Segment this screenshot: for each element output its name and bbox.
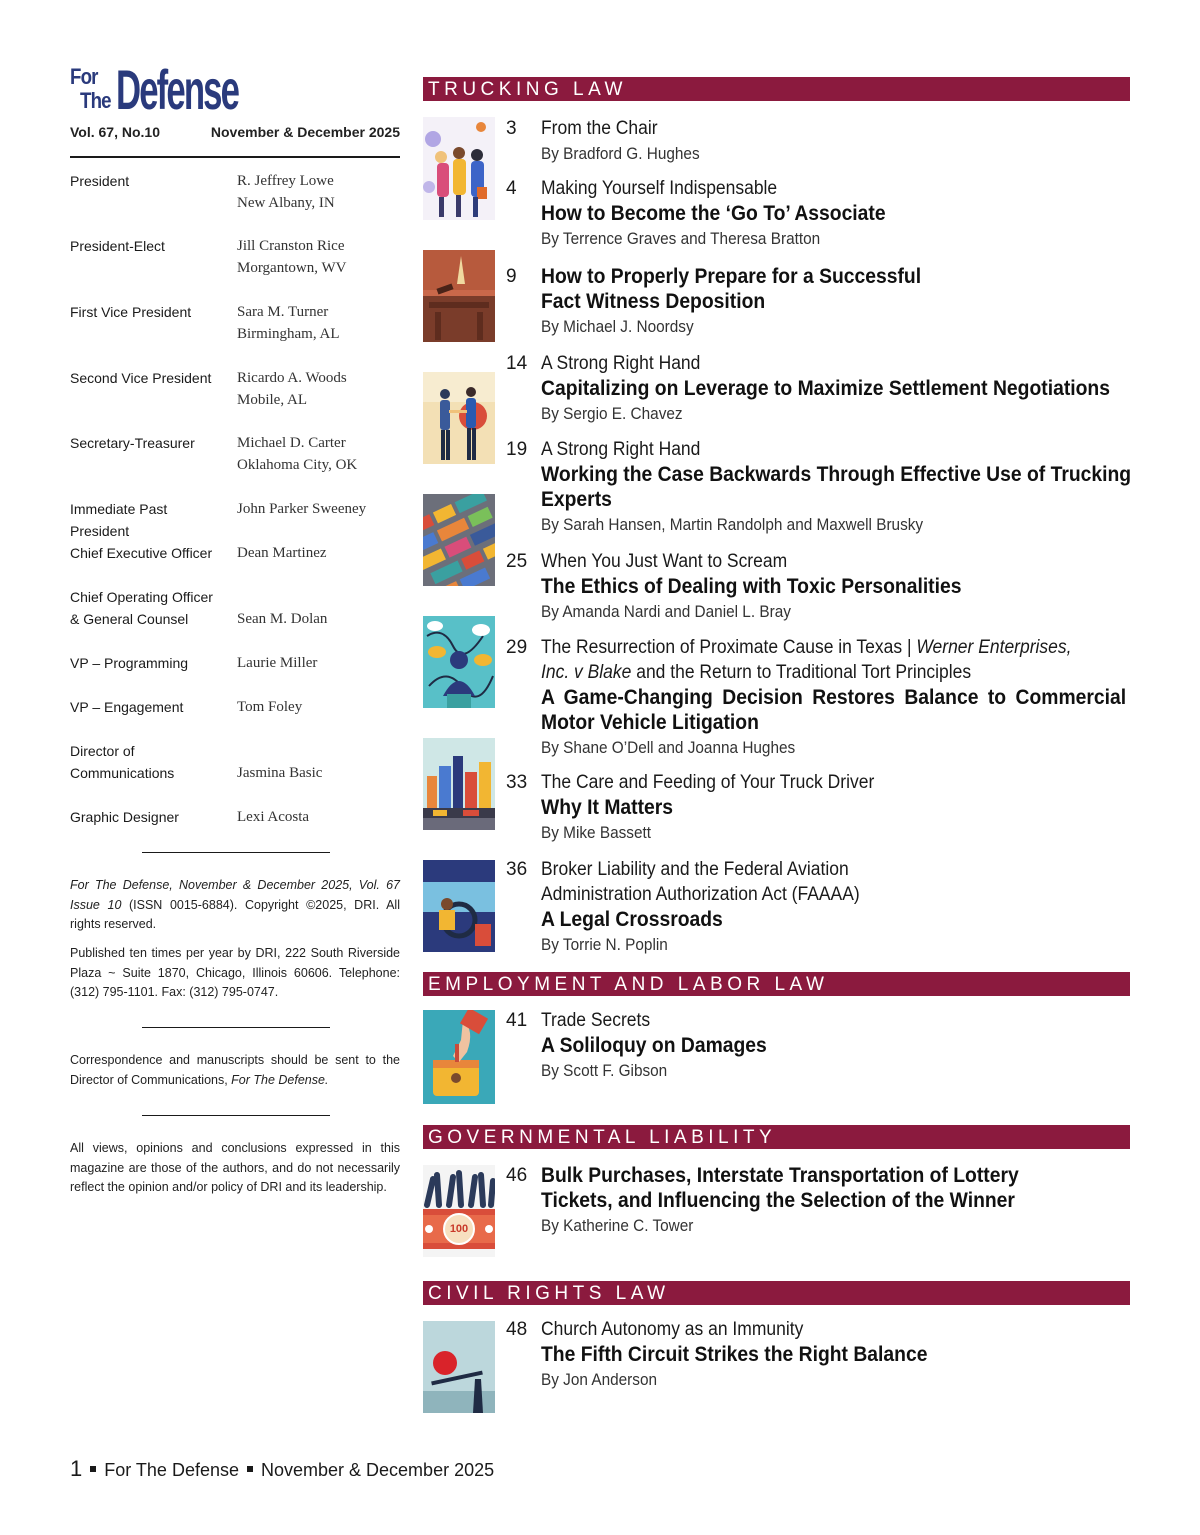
article-byline: By Michael J. Noordsy: [541, 318, 694, 336]
copyright-italic: For The Defense, November & December 2025, Vol. 67 Issue 10: [70, 878, 400, 912]
officer-role: Graphic Designer: [70, 809, 179, 825]
bullet-separator: [90, 1466, 96, 1472]
logo-the: The: [80, 88, 111, 113]
article-entry[interactable]: [541, 1163, 1131, 1239]
article-thumbnail[interactable]: [423, 738, 495, 830]
article-headline-line2: Tickets, and Influencing the Selection of the Winner: [541, 1189, 1015, 1212]
logo-defense: Defense: [116, 58, 239, 121]
officer-role: Immediate Past President: [70, 501, 168, 539]
article-entry[interactable]: [541, 1317, 1131, 1393]
officer-role: Secretary-Treasurer: [70, 435, 195, 451]
article-kicker: Church Autonomy as an Immunity: [541, 1319, 804, 1340]
officer-role-line: Communications: [70, 765, 175, 781]
article-byline: By Katherine C. Tower: [541, 1217, 694, 1235]
section-header-governmental-liability: [423, 1125, 1130, 1149]
footer-date: November & December 2025: [261, 1460, 495, 1480]
officer-name: [237, 608, 407, 630]
article-entry[interactable]: [541, 176, 1131, 252]
article-byline: By Jon Anderson: [541, 1371, 658, 1389]
thumbnail-badge-text: 100: [449, 1223, 469, 1235]
article-thumbnail[interactable]: [423, 616, 495, 708]
article-headline: Bulk Purchases, Interstate Transportation of Lottery: [541, 1164, 1019, 1187]
article-entry[interactable]: [541, 116, 1131, 167]
officer-role: President: [70, 173, 130, 189]
correspondence-italic: For The Defense.: [231, 1072, 329, 1087]
article-kicker: A Strong Right Hand: [541, 353, 701, 374]
article-entry[interactable]: [541, 437, 1131, 538]
article-byline: By Scott F. Gibson: [541, 1062, 668, 1080]
article-entry[interactable]: [541, 351, 1131, 427]
section-title: CIVIL RIGHTS LAW: [428, 1283, 670, 1304]
article-byline: By Torrie N. Poplin: [541, 936, 668, 954]
article-page-number: 19: [506, 439, 528, 460]
bullet-separator: [247, 1466, 253, 1472]
kicker-text: and the Return to Traditional Tort Principles: [631, 662, 972, 683]
article-page-number: 25: [506, 551, 528, 572]
article-headline-line2: Fact Witness Deposition: [541, 290, 766, 313]
kicker-case-name: Inc. v Blake: [541, 662, 632, 683]
article-thumbnail[interactable]: [423, 250, 495, 342]
officer-location: Oklahoma City, OK: [237, 457, 358, 473]
article-page-number: 9: [506, 266, 517, 287]
footer-magazine-name: For The Defense: [104, 1460, 239, 1480]
article-headline: The Fifth Circuit Strikes the Right Balance: [541, 1343, 928, 1366]
article-kicker: From the Chair: [541, 118, 658, 139]
article-headline: Capitalizing on Leverage to Maximize Settlement Negotiations: [541, 377, 1110, 400]
article-thumbnail[interactable]: [423, 494, 495, 586]
article-kicker: Making Yourself Indispensable: [541, 178, 778, 199]
article-byline: By Sergio E. Chavez: [541, 405, 683, 423]
officer-name-text: Dean Martinez: [237, 545, 327, 561]
divider: [142, 1027, 330, 1028]
officer-name-text: Ricardo A. Woods: [237, 370, 347, 386]
article-headline: How to Become the ‘Go To’ Associate: [541, 202, 886, 225]
officer-location: Birmingham, AL: [237, 326, 340, 342]
officer-name-text: R. Jeffrey Lowe: [237, 173, 334, 189]
article-kicker: The Care and Feeding of Your Truck Driver: [541, 772, 875, 793]
article-kicker-line2: [541, 660, 1084, 685]
officer-role: [70, 740, 230, 784]
officer-name: [237, 235, 407, 279]
article-kicker: Trade Secrets: [541, 1010, 651, 1031]
section-header-employment-law: [423, 972, 1130, 996]
officer-name: [237, 367, 407, 411]
officer-name: [237, 542, 407, 564]
article-kicker: Broker Liability and the Federal Aviation: [541, 859, 849, 880]
article-entry[interactable]: [541, 857, 1131, 958]
officer-location: Mobile, AL: [237, 392, 307, 408]
officer-name-text: Lexi Acosta: [237, 809, 310, 825]
officer-name-text: Sara M. Turner: [237, 304, 329, 320]
article-page-number: 48: [506, 1319, 528, 1340]
article-kicker: [541, 635, 1084, 660]
officer-role-line: Director of: [70, 743, 135, 759]
article-entry[interactable]: [541, 770, 1131, 846]
officer-location: New Albany, IN: [237, 195, 335, 211]
logo-for: For: [70, 64, 98, 89]
article-page-number: 33: [506, 772, 528, 793]
article-byline: By Mike Bassett: [541, 824, 652, 842]
divider: [142, 1115, 330, 1116]
article-entry[interactable]: [541, 1008, 1131, 1084]
officer-role-line: Chief Operating Officer: [70, 589, 213, 605]
section-title: GOVERNMENTAL LIABILITY: [428, 1127, 777, 1148]
article-entry[interactable]: [541, 264, 1131, 340]
officer-role: VP – Engagement: [70, 699, 184, 715]
article-headline: A Soliloquy on Damages: [541, 1034, 767, 1057]
article-thumbnail[interactable]: [423, 860, 495, 952]
officer-role: First Vice President: [70, 304, 192, 320]
article-thumbnail[interactable]: [423, 1010, 495, 1104]
officer-name: [237, 652, 407, 674]
article-headline: How to Properly Prepare for a Successful: [541, 265, 922, 288]
copyright-text: (ISSN 0015-6884). Copyright ©2025, DRI. All rights reserved.: [70, 897, 400, 931]
officer-name: [237, 806, 407, 828]
article-byline: By Sarah Hansen, Martin Randolph and Maxwell Brusky: [541, 516, 924, 534]
officer-role: President-Elect: [70, 238, 165, 254]
officer-location: Morgantown, WV: [237, 260, 347, 276]
officer-name-text: Michael D. Carter: [237, 435, 346, 451]
article-thumbnail[interactable]: [423, 1321, 495, 1413]
officer-name-text: Jasmina Basic: [237, 765, 323, 781]
officer-name: [237, 762, 407, 784]
officer-name-text: Jill Cranston Rice: [237, 238, 345, 254]
article-kicker-line2: Administration Authorization Act (FAAAA): [541, 884, 860, 905]
footer-page-number: 1: [70, 1456, 83, 1481]
volume-number: Vol. 67, No.10: [70, 124, 160, 140]
officer-name: [237, 432, 407, 476]
article-page-number: 46: [506, 1165, 528, 1186]
article-page-number: 36: [506, 859, 528, 880]
officer-role-line: & General Counsel: [70, 611, 189, 627]
article-byline: By Terrence Graves and Theresa Bratton: [541, 230, 821, 248]
officer-name: [237, 170, 407, 214]
copyright-notice: [70, 876, 400, 935]
article-headline: Why It Matters: [541, 796, 674, 819]
article-byline: By Amanda Nardi and Daniel L. Bray: [541, 603, 791, 621]
officer-name: [237, 301, 407, 345]
article-page-number: 14: [506, 353, 528, 374]
officer-role: VP – Programming: [70, 655, 189, 671]
article-thumbnail[interactable]: [423, 1165, 495, 1257]
article-thumbnail[interactable]: [423, 372, 495, 464]
issue-date: November & December 2025: [210, 124, 400, 140]
kicker-text: The Resurrection of Proximate Cause in Texas |: [541, 637, 917, 658]
officer-role: Chief Executive Officer: [70, 545, 213, 561]
officer-role: Second Vice President: [70, 370, 212, 386]
article-entry[interactable]: [541, 635, 1131, 761]
article-page-number: 3: [506, 118, 517, 139]
officer-name-text: Sean M. Dolan: [237, 611, 328, 627]
correspondence-text: Correspondence and manuscripts should be sent to the Director of Communications,: [70, 1053, 400, 1087]
publication-notice: Published ten times per year by DRI, 222 South Riverside Plaza ~ Suite 1870, Chicago, Illinois 60606. Telephone: (312) 795-1101. Fax: (312) 795-0747.: [70, 946, 400, 999]
article-byline: By Bradford G. Hughes: [541, 145, 700, 163]
article-kicker: When You Just Want to Scream: [541, 551, 788, 572]
article-headline: The Ethics of Dealing with Toxic Personalities: [541, 575, 962, 598]
disclaimer-notice: All views, opinions and conclusions expressed in this magazine are those of the authors, and do not necessarily reflect the opinion and/or policy of DRI and its leadership.: [70, 1141, 400, 1194]
article-page-number: 4: [506, 178, 517, 199]
article-kicker: A Strong Right Hand: [541, 439, 701, 460]
article-headline: A Legal Crossroads: [541, 908, 723, 931]
section-title: EMPLOYMENT AND LABOR LAW: [428, 974, 829, 995]
officer-name: [237, 696, 407, 718]
page-footer: [70, 1456, 494, 1482]
section-header-civil-rights-law: [423, 1281, 1130, 1305]
magazine-logo: [70, 58, 240, 121]
officer-name-text: Laurie Miller: [237, 655, 318, 671]
divider: [142, 852, 330, 853]
kicker-case-name: Werner Enterprises,: [916, 637, 1072, 658]
officer-name: [237, 498, 407, 520]
officer-role: [70, 586, 230, 630]
divider: [70, 156, 400, 158]
article-page-number: 41: [506, 1010, 528, 1031]
article-page-number: 29: [506, 637, 528, 658]
section-title: TRUCKING LAW: [428, 79, 627, 100]
officer-name-text: John Parker Sweeney: [237, 501, 367, 517]
article-headline-line2: Experts: [541, 488, 612, 511]
article-byline: By Shane O’Dell and Joanna Hughes: [541, 739, 796, 757]
article-thumbnail[interactable]: [423, 117, 495, 220]
article-headline: Working the Case Backwards Through Effective Use of Trucking: [541, 463, 1132, 486]
section-header-trucking-law: [423, 77, 1130, 101]
article-entry[interactable]: [541, 549, 1131, 625]
officer-name-text: Tom Foley: [237, 699, 303, 715]
correspondence-notice: [70, 1051, 400, 1090]
article-headline: A Game-Changing Decision Restores Balance to Commercial Motor Vehicle Litigation: [541, 686, 1127, 734]
